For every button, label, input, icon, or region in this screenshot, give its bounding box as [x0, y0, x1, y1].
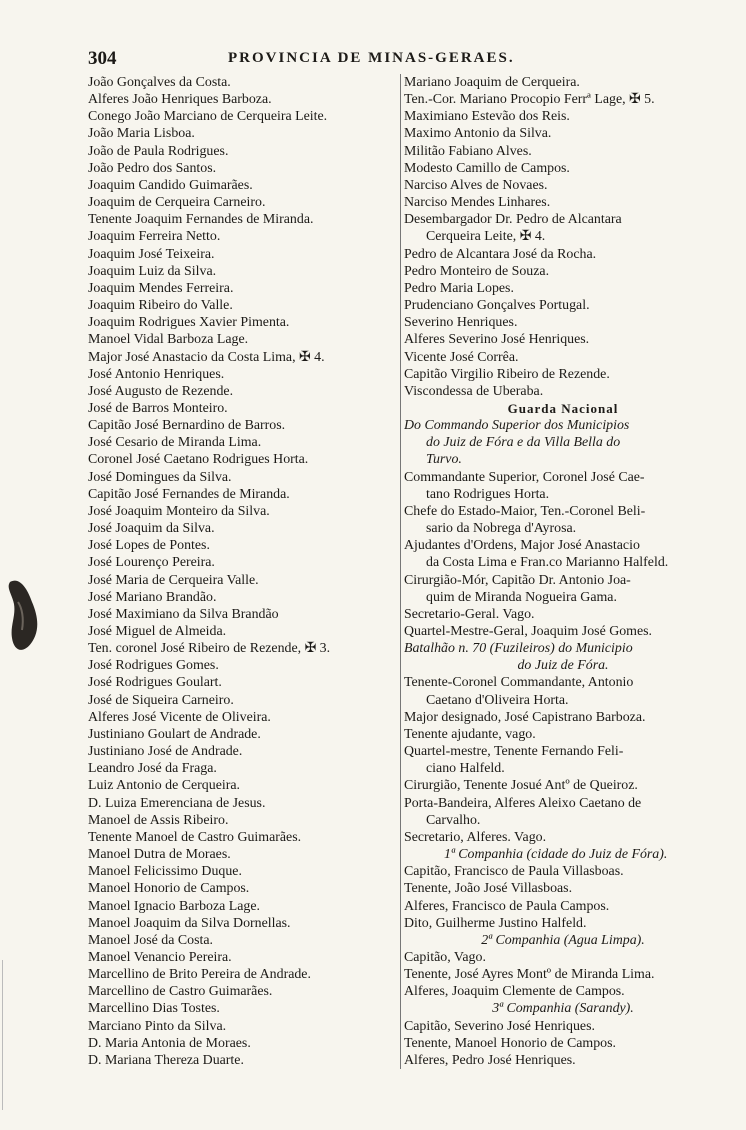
list-item: Tenente-Coronel Commandante, Antonio	[404, 675, 634, 691]
list-item: José Antonio Henriques.	[88, 366, 225, 382]
list-item: José Lourenço Pereira.	[88, 555, 215, 571]
list-item: Quartel-mestre, Tenente Fernando Feli-	[404, 744, 624, 760]
list-item: José Lopes de Pontes.	[88, 538, 210, 554]
list-item: Marcellino de Brito Pereira de Andrade.	[88, 967, 311, 983]
running-head-title: PROVINCIA DE MINAS-GERAES.	[228, 50, 515, 66]
list-item: Caetano d'Oliveira Horta.	[426, 692, 569, 708]
list-item: Alferes João Henriques Barboza.	[88, 92, 272, 108]
list-item: Manoel de Assis Ribeiro.	[88, 812, 229, 828]
list-item: ciano Halfeld.	[426, 761, 505, 777]
list-item: José Miguel de Almeida.	[88, 624, 227, 639]
list-item: Tenente, Manoel Honorio de Campos.	[404, 1035, 616, 1051]
list-item: Vicente José Corrêa.	[404, 349, 519, 365]
list-item: Capitão, Vago.	[404, 949, 486, 965]
list-item: Marcellino Dias Tostes.	[88, 1001, 220, 1017]
ink-blot	[6, 572, 42, 660]
list-item: Capitão José Bernardino de Barros.	[88, 418, 286, 434]
list-item: José Joaquim da Silva.	[88, 521, 215, 537]
list-item: Ten. coronel José Ribeiro de Rezende, ✠ 3.	[88, 641, 331, 657]
list-item: Secretario, Alferes. Vago.	[404, 829, 547, 845]
list-item: Tenente ajudante, vago.	[404, 726, 536, 742]
list-item: Pedro de Alcantara José da Rocha.	[404, 246, 597, 262]
list-item: Pedro Maria Lopes.	[404, 280, 514, 296]
list-item: José Mariano Brandão.	[88, 589, 217, 605]
right-column	[400, 74, 722, 1069]
list-item: João Maria Lisboa.	[88, 126, 195, 142]
list-item: Ajudantes d'Ordens, Major José Anastacio	[404, 538, 640, 554]
list-item: Tenente Joaquim Fernandes de Miranda.	[88, 212, 314, 228]
list-item: Manoel Honorio de Campos.	[88, 881, 250, 897]
list-item: José Rodrigues Goulart.	[88, 675, 222, 691]
list-item: Alferes, Pedro José Henriques.	[404, 1052, 576, 1068]
list-item: Manoel Venancio Pereira.	[88, 949, 232, 965]
list-item: Militão Fabiano Alves.	[404, 143, 532, 159]
list-item: Pedro Monteiro de Souza.	[404, 263, 550, 279]
list-item: Joaquim José Teixeira.	[88, 246, 215, 262]
list-item: Tenente, João José Villasboas.	[404, 881, 573, 897]
subsection-heading: Do Commando Superior dos Municipios	[404, 418, 630, 434]
list-item: Joaquim Candido Guimarães.	[88, 177, 253, 193]
list-item: Alferes Severino José Henriques.	[404, 332, 590, 348]
list-item: Carvalho.	[426, 812, 481, 828]
list-item: Porta-Bandeira, Alferes Aleixo Caetano de	[404, 795, 642, 811]
list-item: Manoel José da Costa.	[88, 932, 213, 948]
list-item: Capitão Virgilio Ribeiro de Rezende.	[404, 366, 610, 382]
list-item: Major designado, José Capistrano Barboza.	[404, 709, 646, 725]
list-item: Desembargador Dr. Pedro de Alcantara	[404, 212, 622, 228]
list-item: Prudenciano Gonçalves Portugal.	[404, 298, 590, 314]
list-item: José Cesario de Miranda Lima.	[88, 435, 262, 451]
list-item: Cirurgião-Mór, Capitão Dr. Antonio Joa-	[404, 572, 631, 588]
list-item: Narciso Mendes Linhares.	[404, 195, 551, 211]
list-item: Modesto Camillo de Campos.	[404, 160, 570, 176]
list-item: José de Barros Monteiro.	[88, 400, 228, 416]
list-item: Justiniano Goulart de Andrade.	[88, 726, 261, 742]
list-item: Capitão, Francisco de Paula Villasboas.	[404, 864, 624, 880]
list-item: Justiniano José de Andrade.	[88, 744, 243, 760]
page-edge-mark	[2, 960, 3, 1110]
list-item: D. Maria Antonia de Moraes.	[88, 1035, 251, 1051]
list-item: Secretario-Geral. Vago.	[404, 606, 535, 622]
subsection-heading: Turvo.	[426, 452, 462, 468]
list-item: Manoel Ignacio Barboza Lage.	[88, 898, 261, 914]
list-item: João Pedro dos Santos.	[88, 160, 217, 176]
list-item: Capitão, Severino José Henriques.	[404, 1018, 595, 1034]
list-item: Joaquim Ribeiro do Valle.	[88, 298, 233, 314]
list-item: Ten.-Cor. Mariano Procopio Ferrª Lage, ✠ 5.	[404, 92, 655, 108]
list-item: Severino Henriques.	[404, 315, 518, 331]
page-number: 304	[88, 48, 117, 69]
list-item: João de Paula Rodrigues.	[88, 143, 229, 159]
list-item: Major José Anastacio da Costa Lima, ✠ 4.	[88, 349, 325, 365]
list-item: Manoel Dutra de Moraes.	[88, 847, 231, 863]
list-item: Chefe do Estado-Maior, Ten.-Coronel Beli-	[404, 503, 646, 519]
subsection-heading: 3ª Companhia (Sarandy).	[492, 1001, 634, 1017]
list-item: Joaquim Mendes Ferreira.	[88, 280, 234, 296]
list-item: D. Luiza Emerenciana de Jesus.	[88, 795, 266, 811]
subsection-heading: Batalhão n. 70 (Fuzileiros) do Municipio	[404, 641, 633, 657]
list-item: Marcellino de Castro Guimarães.	[88, 984, 273, 1000]
list-item: Leandro José da Fraga.	[88, 761, 217, 777]
list-item: Cerqueira Leite, ✠ 4.	[426, 229, 546, 245]
list-item: Conego João Marciano de Cerqueira Leite.	[88, 109, 328, 125]
list-item: Alferes José Vicente de Oliveira.	[88, 709, 271, 725]
list-item: Cirurgião, Tenente Josué Antº de Queiroz.	[404, 778, 638, 794]
list-item: Alferes, Francisco de Paula Campos.	[404, 898, 610, 914]
list-item: José Rodrigues Gomes.	[88, 658, 219, 674]
subsection-heading: 2ª Companhia (Agua Limpa).	[481, 932, 645, 948]
list-item: da Costa Lima e Fran.co Marianno Halfeld.	[426, 555, 669, 571]
list-item: Capitão José Fernandes de Miranda.	[88, 486, 290, 502]
list-item: Quartel-Mestre-Geral, Joaquim José Gomes.	[404, 624, 653, 639]
list-item: Mariano Joaquim de Cerqueira.	[404, 75, 580, 90]
left-column	[88, 74, 400, 1069]
list-item: Manoel Joaquim da Silva Dornellas.	[88, 915, 291, 931]
list-item: Manoel Vidal Barboza Lage.	[88, 332, 249, 348]
list-item: sario da Nobrega d'Ayrosa.	[426, 521, 577, 537]
list-item: José Domingues da Silva.	[88, 469, 232, 485]
list-item: Tenente Manoel de Castro Guimarães.	[88, 829, 302, 845]
list-item: Coronel José Caetano Rodrigues Horta.	[88, 452, 309, 468]
list-item: Viscondessa de Uberaba.	[404, 383, 544, 399]
list-item: Joaquim Ferreira Netto.	[88, 229, 221, 245]
list-item: tano Rodrigues Horta.	[426, 486, 550, 502]
list-item: Manoel Felicissimo Duque.	[88, 864, 242, 880]
list-item: Maximiano Estevão dos Reis.	[404, 109, 570, 125]
list-item: quim de Miranda Nogueira Gama.	[426, 589, 617, 605]
list-item: Alferes, Joaquim Clemente de Campos.	[404, 984, 625, 1000]
list-item: Tenente, José Ayres Montº de Miranda Lima.	[404, 967, 655, 983]
list-item: José de Siqueira Carneiro.	[88, 692, 234, 708]
list-item: Commandante Superior, Coronel José Cae-	[404, 469, 645, 485]
list-item: José Augusto de Rezende.	[88, 383, 234, 399]
list-item: Joaquim Luiz da Silva.	[88, 263, 217, 279]
list-item: José Maximiano da Silva Brandão	[88, 606, 279, 622]
subsection-heading: do Juiz de Fóra e da Villa Bella do	[426, 435, 621, 451]
list-item: D. Mariana Thereza Duarte.	[88, 1052, 244, 1068]
list-item: Dito, Guilherme Justino Halfeld.	[404, 915, 587, 931]
list-item: Luiz Antonio de Cerqueira.	[88, 778, 240, 794]
subsection-heading: do Juiz de Fóra.	[517, 658, 609, 674]
section-heading: Guarda Nacional	[507, 400, 619, 416]
list-item: Narciso Alves de Novaes.	[404, 177, 548, 193]
list-item: Maximo Antonio da Silva.	[404, 126, 552, 142]
list-item: Marciano Pinto da Silva.	[88, 1018, 227, 1034]
subsection-heading: 1ª Companhia (cidade do Juiz de Fóra).	[444, 847, 668, 863]
list-item: José Maria de Cerqueira Valle.	[88, 572, 259, 588]
list-item: José Joaquim Monteiro da Silva.	[88, 503, 270, 519]
list-item: Joaquim Rodrigues Xavier Pimenta.	[88, 315, 290, 331]
list-item: João Gonçalves da Costa.	[88, 75, 231, 90]
list-item: Joaquim de Cerqueira Carneiro.	[88, 195, 266, 211]
